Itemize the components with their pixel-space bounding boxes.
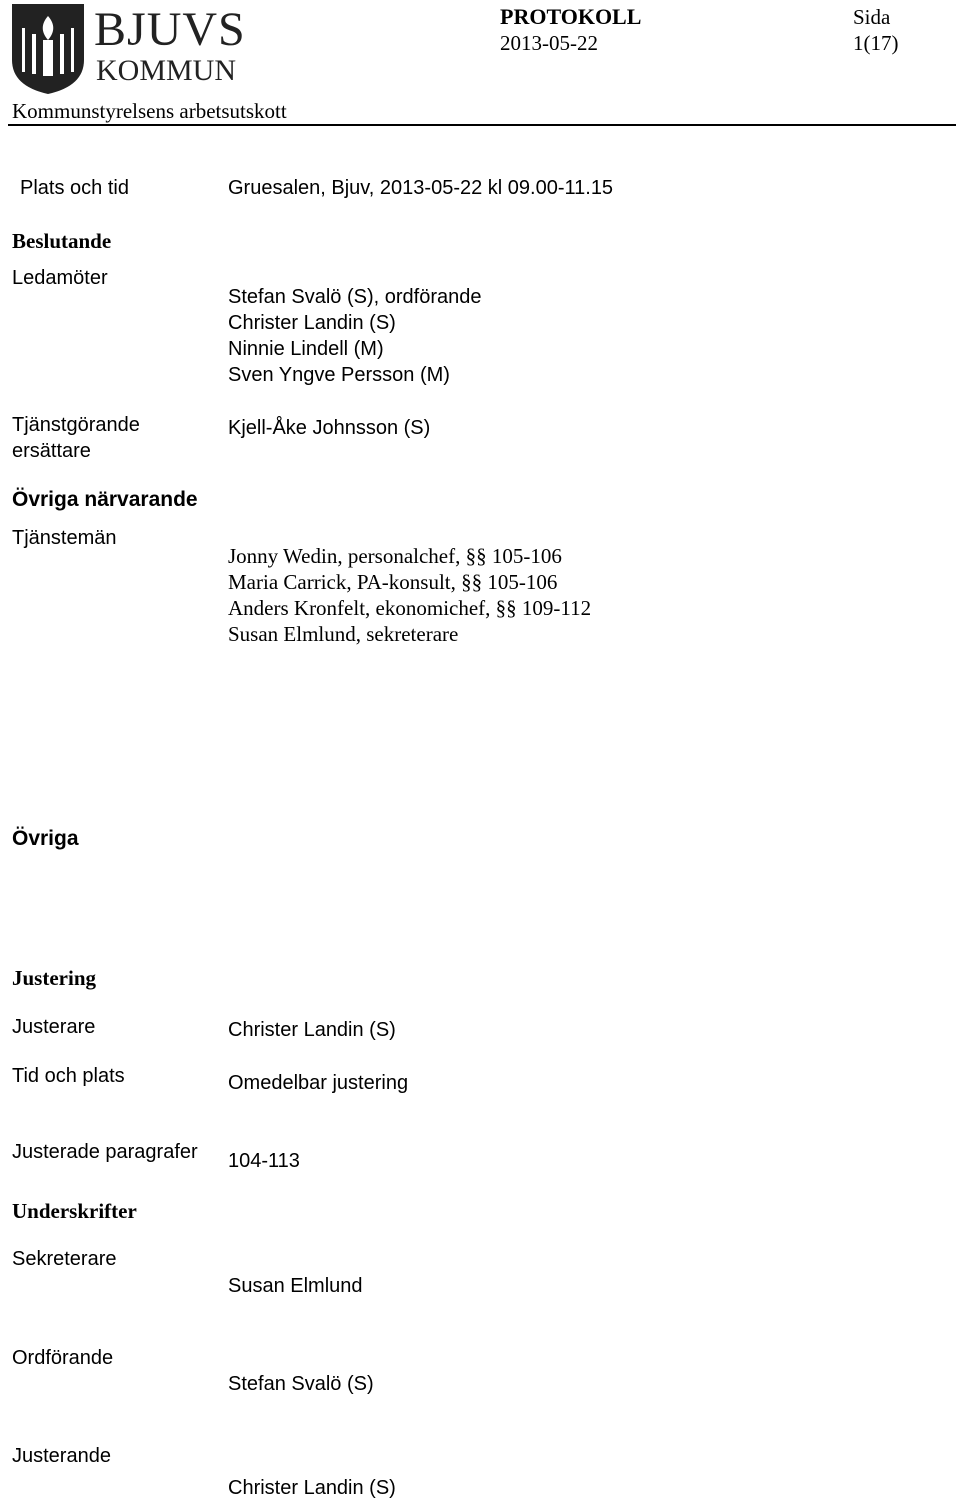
- justerare-value: Christer Landin (S): [228, 1019, 396, 1041]
- ledamot-item: Stefan Svalö (S), ordförande: [228, 286, 482, 308]
- ovriga-heading: Övriga: [12, 827, 79, 850]
- ledamot-item: Ninnie Lindell (M): [228, 338, 384, 360]
- ordforande-value: Stefan Svalö (S): [228, 1373, 374, 1395]
- ledamoter-list: [228, 284, 481, 388]
- page-number: 1(17): [853, 31, 899, 55]
- committee-name: Kommunstyrelsens arbetsutskott: [12, 99, 287, 123]
- justerande-label: Justerande: [12, 1445, 111, 1467]
- tjansteman-item: Anders Kronfelt, ekonomichef, §§ 109-112: [228, 596, 592, 620]
- justerande-value: Christer Landin (S): [228, 1477, 396, 1499]
- ledamot-item: Sven Yngve Persson (M): [228, 364, 450, 386]
- torch-emblem-icon: [8, 2, 88, 96]
- plats-value: Gruesalen, Bjuv, 2013-05-22 kl 09.00-11.15: [228, 177, 614, 199]
- ledamot-item: Christer Landin (S): [228, 312, 396, 334]
- plats-label: Plats och tid: [20, 177, 129, 199]
- ersattare-label-line: ersättare: [12, 440, 91, 462]
- tjansteman-label: Tjänstemän: [12, 527, 117, 549]
- page-label: Sida: [853, 5, 891, 29]
- header-divider: [8, 124, 956, 126]
- ledamoter-label: Ledamöter: [12, 267, 108, 289]
- ordforande-label: Ordförande: [12, 1347, 114, 1369]
- tjansteman-item: Susan Elmlund, sekreterare: [228, 622, 459, 646]
- ovriga-narvarande-heading: Övriga närvarande: [12, 488, 198, 511]
- underskrifter-heading: Underskrifter: [12, 1199, 137, 1223]
- sekreterare-value: Susan Elmlund: [228, 1275, 363, 1297]
- logo-name: BJUVS: [94, 3, 246, 56]
- ersattare-label-line: Tjänstgörande: [12, 414, 140, 436]
- justerare-label: Justerare: [12, 1016, 96, 1038]
- ersattare-value: Kjell-Åke Johnsson (S): [228, 417, 431, 439]
- document-date: 2013-05-22: [500, 31, 598, 55]
- tjansteman-item: Jonny Wedin, personalchef, §§ 105-106: [228, 544, 562, 568]
- tid-och-plats-value: Omedelbar justering: [228, 1072, 409, 1094]
- sekreterare-label: Sekreterare: [12, 1248, 117, 1270]
- tjansteman-item: Maria Carrick, PA-konsult, §§ 105-106: [228, 570, 558, 594]
- tid-och-plats-label: Tid och plats: [12, 1065, 125, 1087]
- beslutande-heading: Beslutande: [12, 229, 112, 253]
- tjansteman-list: [228, 543, 591, 647]
- document-type: PROTOKOLL: [500, 4, 642, 29]
- ersattare-label: [12, 412, 140, 464]
- municipality-logo: [8, 2, 248, 96]
- justering-heading: Justering: [12, 966, 96, 990]
- justerade-paragrafer-value: 104-113: [228, 1150, 300, 1172]
- justerade-paragrafer-label: Justerade paragrafer: [12, 1141, 198, 1163]
- logo-subtitle: KOMMUN: [96, 54, 237, 87]
